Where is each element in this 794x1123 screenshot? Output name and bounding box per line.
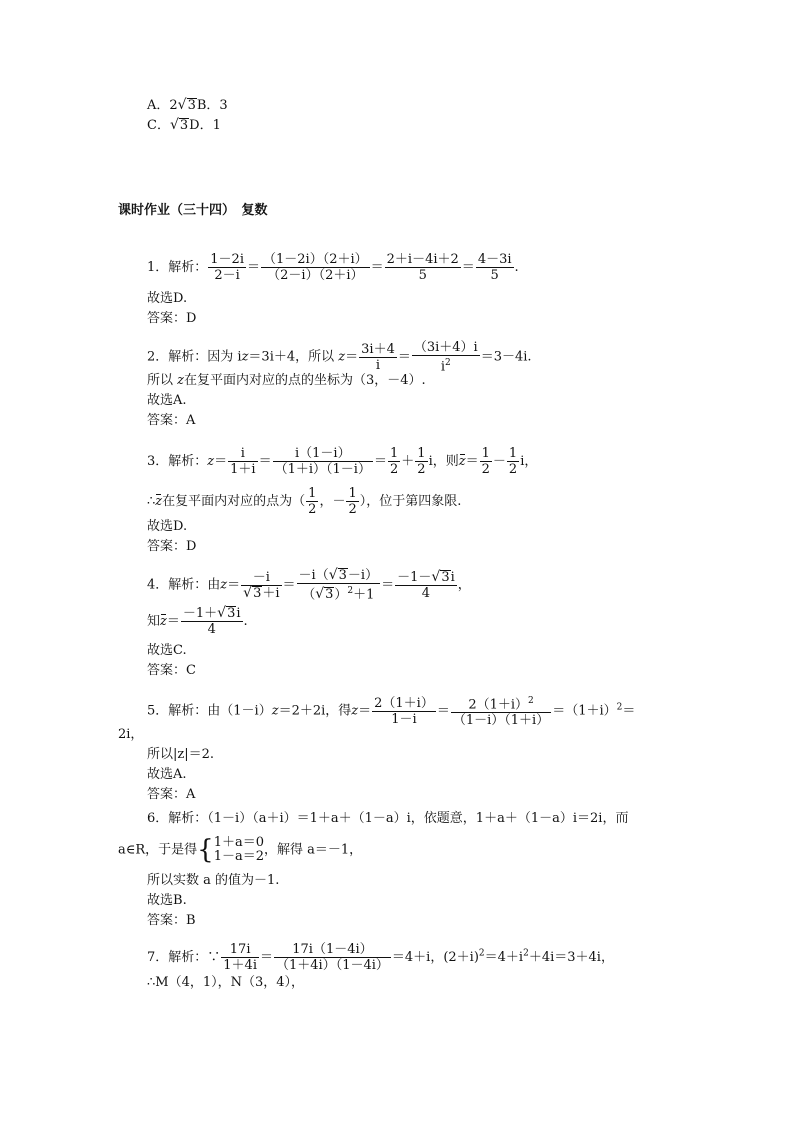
sqrt: √3 [169, 117, 189, 133]
q3-point: ∴z在复平面内对应的点为（ $\frac{1}{2}$ ，－ $\frac{1}{2}$ ），位于第四象限. [147, 486, 462, 517]
q1-answer: 答案：D [147, 311, 197, 326]
option-line-cd: C．√3D．1 [147, 117, 221, 133]
q5-answer: 答案：A [147, 787, 196, 802]
q1-solution: 1．解析： $\frac{1-2i}{2-i}$ ＝ $\frac{(1-2i)(2+i)}{(2-i)(2+i)}$ ＝ $\frac{2+i-4i+2}{5}$ ＝ $\frac{4-3i}{5}$ . [147, 252, 519, 283]
q2-solution: 2．解析：因为 iz＝3i＋4，所以 z＝ $\frac{3i+4}{i}$ ＝ $\frac{(3i+4)i}{i^2}$ ＝3－4i. [147, 340, 532, 375]
q2-answer: 答案：A [147, 413, 196, 428]
q7-solution: 7．解析：∵ $\frac{17i}{1+4i}$ ＝ $\frac{17i(1-4i)}{(1+4i)(1-4i)}$ ＝4＋i，$(2+i)^2=4+i^2+4i=3+4i$， [147, 942, 614, 973]
sqrt: √3 [177, 97, 196, 113]
q4-choose: 故选C. [147, 643, 187, 658]
section-title: 课时作业（三十四） 复数 [118, 203, 268, 218]
q7-points: ∴M（4，1），N（3，4）， [147, 975, 305, 990]
q5-modulus: 所以|z|＝2. [147, 747, 215, 762]
q6-system: a∈R，于是得{ 1＋a＝0 1－a＝2 ，解得 a＝－1， [118, 835, 363, 865]
q1-choose: 故选D. [147, 291, 188, 306]
q2-choose: 故选A. [147, 393, 187, 408]
q5-solution: 5．解析：由（1－i）z＝2＋2i，得z＝ $\frac{2(1+i)}{1-i}$ ＝ $\frac{2(1+i)^2}{(1-i)(1+i)}$ $=(1+i)^2=$ [147, 695, 636, 729]
q2-point: 所以 z在复平面内对应的点的坐标为（3，－4）. [147, 373, 426, 388]
q6-solution: 6．解析：（1－i）（a＋i）＝1＋a＋（1－a）i，依题意，1＋a＋（1－a）i＝2i，而 [147, 811, 629, 826]
q3-choose: 故选D. [147, 519, 188, 534]
q4-conj: 知z＝ $\frac{-1+√3i}{4}$ . [147, 605, 248, 637]
q5-wrap: 2i， [118, 727, 144, 742]
q6-value: 所以实数 a 的值为－1. [147, 873, 280, 888]
q6-choose: 故选B. [147, 893, 187, 908]
q5-choose: 故选A. [147, 767, 187, 782]
q4-answer: 答案：C [147, 663, 196, 678]
q6-answer: 答案：B [147, 913, 196, 928]
q4-solution: 4．解析：由z＝ $\frac{-i}{√3+i}$ ＝ $\frac{-i(√3-i)}{(√3)^2+1}$ ＝ $\frac{-1-√3i}{4}$ ， [147, 567, 471, 603]
option-line-ab: A．2√3B．3 [147, 97, 228, 113]
q3-solution: 3．解析：z＝ $\frac{i}{1+i}$ ＝ $\frac{i(1-i)}{(1+i)(1-i)}$ ＝ $\frac{1}{2}$ ＋ $\frac{1}{2}$ i，则z＝ $\frac{1}{2}$ － $\frac{1}{2}$ i， [147, 446, 538, 477]
q3-answer: 答案：D [147, 539, 197, 554]
